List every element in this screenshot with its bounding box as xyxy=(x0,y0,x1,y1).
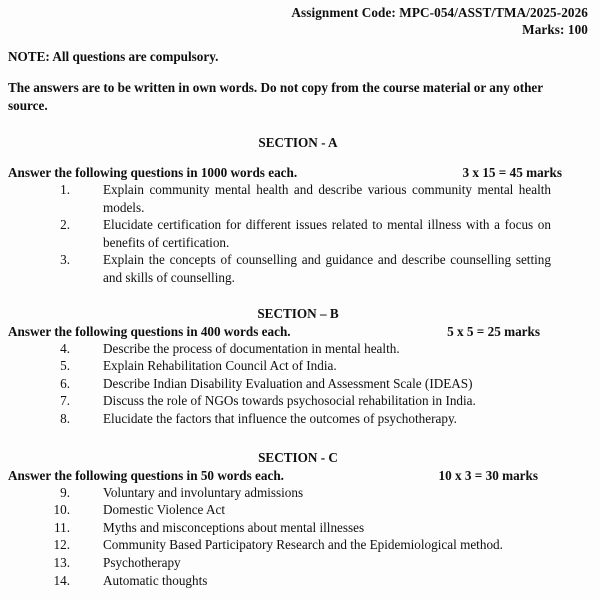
list-item xyxy=(8,251,588,286)
list-item xyxy=(8,392,588,410)
section-heading-a: SECTION - A xyxy=(258,135,338,150)
list-item xyxy=(8,340,588,358)
assignment-code: Assignment Code: MPC-054/ASST/TMA/2025-2026 xyxy=(291,5,588,20)
question-number: 12. xyxy=(53,537,70,553)
question-number: 4. xyxy=(60,340,70,356)
question-number: 8. xyxy=(60,410,70,426)
list-item xyxy=(8,484,588,502)
question-text: Describe Indian Disability Evaluation and Assessment Scale (IDEAS) xyxy=(103,375,473,391)
question-text: Voluntary and involuntary admissions xyxy=(103,484,304,500)
question-number: 1. xyxy=(60,182,70,197)
question-number: 3. xyxy=(60,252,70,268)
question-list-a xyxy=(8,181,588,287)
section-heading-c: SECTION - C xyxy=(258,449,338,465)
section-instruction-b: Answer the following questions in 400 words each. xyxy=(8,323,291,339)
question-number: 2. xyxy=(60,217,70,233)
list-item xyxy=(8,410,588,428)
question-text: Domestic Violence Act xyxy=(103,502,226,518)
question-text: Community Based Participatory Research and the Epidemiological method. xyxy=(103,537,503,553)
question-text: Psychotherapy xyxy=(103,554,181,570)
question-text: Elucidate the factors that influence the outcomes of psychotherapy. xyxy=(103,410,457,426)
question-number: 9. xyxy=(60,484,70,500)
question-number: 6. xyxy=(60,375,70,391)
note-line: NOTE: All questions are compulsory. xyxy=(8,49,219,64)
intro-instruction: The answers are to be written in own words. Do not copy from the course material or any other source. xyxy=(8,80,543,113)
question-text: Explain the concepts of counselling and guidance and describe counselling setting and skills of counselling. xyxy=(103,252,551,285)
question-list-b xyxy=(8,340,588,428)
total-marks: Marks: 100 xyxy=(522,22,588,37)
section-marks-a: 3 x 15 = 45 marks xyxy=(462,165,562,180)
question-text: Explain Rehabilitation Council Act of India. xyxy=(103,358,337,374)
list-item xyxy=(8,375,588,393)
question-number: 14. xyxy=(53,572,70,588)
question-text: Automatic thoughts xyxy=(103,572,208,588)
list-item xyxy=(8,554,588,572)
section-instruction-row-b xyxy=(8,323,588,340)
list-item xyxy=(8,181,588,216)
question-text: Explain community mental health and describe various community mental health models. xyxy=(103,182,551,215)
section-marks-b: 5 x 5 = 25 marks xyxy=(447,323,540,339)
list-item xyxy=(8,501,588,519)
question-text: Describe the process of documentation in mental health. xyxy=(103,340,400,356)
section-instruction-row-a xyxy=(8,164,588,181)
list-item xyxy=(8,216,588,251)
list-item xyxy=(8,357,588,375)
section-instruction-row-c xyxy=(8,467,588,484)
question-number: 7. xyxy=(60,393,70,409)
question-text: Myths and misconceptions about mental illnesses xyxy=(103,519,365,535)
question-number: 5. xyxy=(60,358,70,374)
list-item xyxy=(8,572,588,590)
section-instruction-a: Answer the following questions in 1000 words each. xyxy=(8,165,298,180)
list-item xyxy=(8,536,588,554)
list-item xyxy=(8,519,588,537)
question-number: 11. xyxy=(54,519,70,535)
section-heading-b: SECTION – B xyxy=(257,305,339,321)
question-number: 10. xyxy=(53,502,70,518)
section-instruction-c: Answer the following questions in 50 words each. xyxy=(8,467,284,483)
question-text: Elucidate certification for different issues related to mental illness with a focus on benefits of certification. xyxy=(103,217,551,250)
question-list-c xyxy=(8,484,588,590)
question-text: Discuss the role of NGOs towards psychosocial rehabilitation in India. xyxy=(103,393,476,409)
question-number: 13. xyxy=(53,554,70,570)
section-marks-c: 10 x 3 = 30 marks xyxy=(438,467,538,483)
